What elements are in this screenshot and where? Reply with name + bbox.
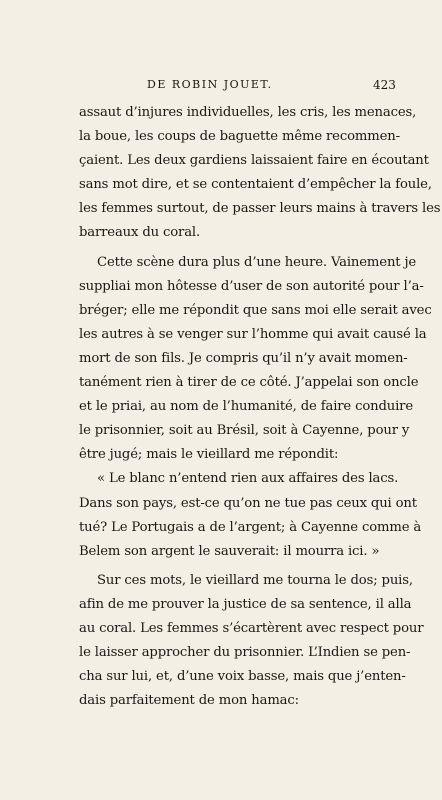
text-line: Sur ces mots, le vieillard me tourna le dos; puis, (97, 572, 413, 588)
text-line: les femmes surtout, de passer leurs mains à travers les (79, 201, 441, 217)
page-number: 423 (373, 78, 396, 92)
text-line: Dans son pays, est-ce qu’on ne tue pas ceux qui ont (79, 495, 417, 511)
paragraph (79, 251, 432, 468)
body-text (79, 101, 441, 713)
text-line: être jugé; mais le vieillard me répondit: (79, 447, 339, 463)
text-line: « Le blanc n’entend rien aux affaires des lacs. (97, 471, 399, 487)
text-line: la boue, les coups de baguette même recommen- (79, 129, 400, 145)
text-line: suppliai mon hôtesse d’user de son autorité pour l’a- (79, 278, 424, 294)
text-line: dais parfaitement de mon hamac: (79, 693, 299, 709)
running-title: DE ROBIN JOUET. (147, 78, 273, 91)
text-line: au coral. Les femmes s’écartèrent avec respect pour (79, 620, 424, 636)
text-line: tué? Le Portugais a de l’argent; à Cayenne comme à (79, 519, 422, 535)
text-line: les autres à se venger sur l’homme qui avait causé la (79, 326, 427, 342)
paragraph (79, 467, 422, 563)
running-head (0, 78, 442, 94)
text-line: sans mot dire, et se contentaient d’empêcher la foule, (79, 177, 432, 193)
text-line: cha sur lui, et, d’une voix basse, mais que j’enten- (79, 669, 406, 685)
text-line: afin de me prouver la justice de sa sentence, il alla (79, 596, 412, 612)
text-line: Belem son argent le sauverait: il mourra ici. » (79, 543, 380, 559)
text-line: et le priai, au nom de l’humanité, de faire conduire (79, 399, 413, 415)
text-line: assaut d’injures individuelles, les cris, les menaces, (79, 105, 417, 120)
text-line: le laisser approcher du prisonnier. L’Indien se pen- (79, 645, 411, 661)
paragraph (79, 569, 424, 714)
text-line: tanément rien à tirer de ce côté. J’appelai son oncle (79, 375, 419, 391)
paragraph (79, 101, 441, 246)
text-line: bréger; elle me répondit que sans moi elle serait avec (79, 302, 432, 318)
text-line: Cette scène dura plus d’une heure. Vainement je (97, 254, 417, 270)
text-line: mort de son fils. Je compris qu’il n’y avait momen- (79, 350, 408, 366)
text-line: le prisonnier, soit au Brésil, soit à Cayenne, pour y (79, 423, 410, 439)
text-line: çaient. Les deux gardiens laissaient faire en écoutant (79, 153, 429, 169)
text-line: barreaux du coral. (79, 225, 201, 241)
